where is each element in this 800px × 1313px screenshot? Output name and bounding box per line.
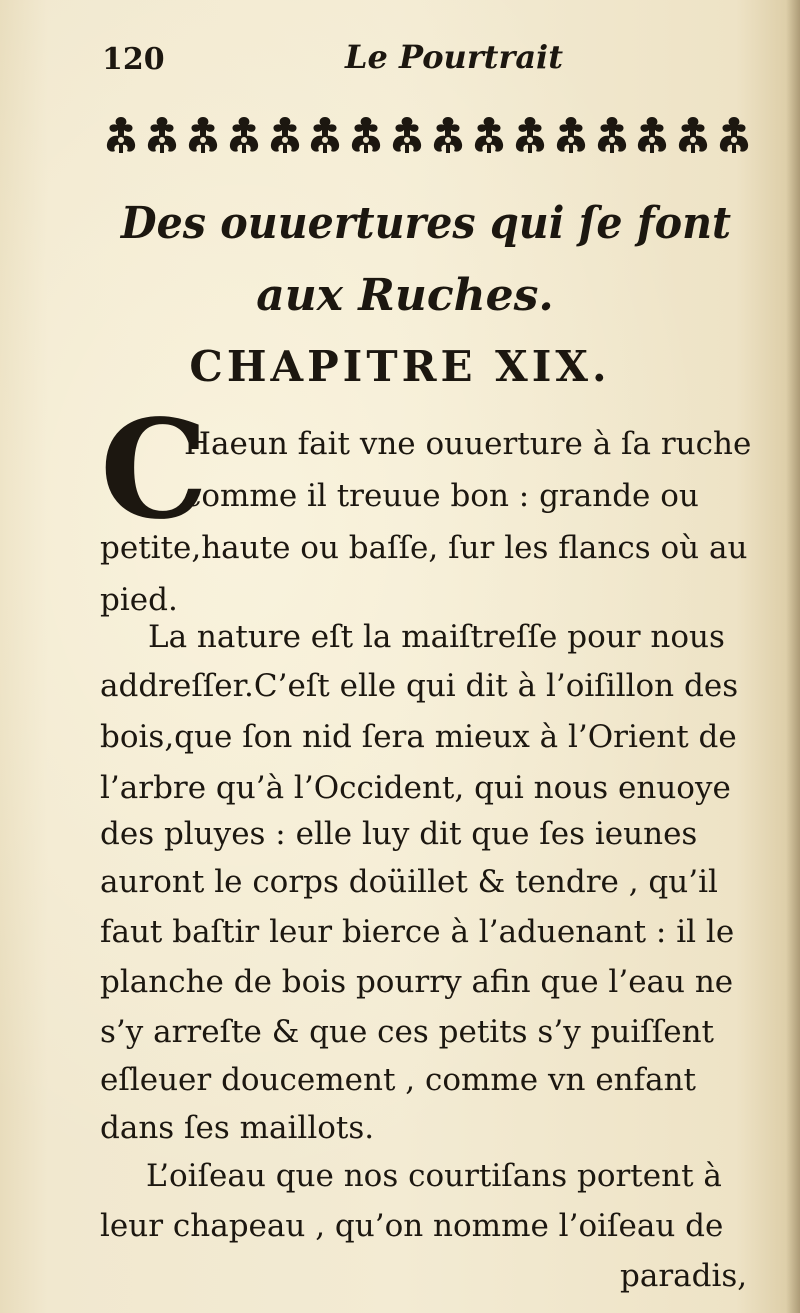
fleuron-ornament-icon	[554, 114, 588, 156]
ornament-band	[104, 112, 760, 158]
text-line: La nature eſt la maiſtreſſe pour nous	[148, 619, 725, 655]
text-line: bois,que ſon nid ſera mieux à l’Orient de	[100, 719, 737, 755]
text-line: L’oiſeau que nos courtiſans portent à	[146, 1158, 722, 1194]
fleuron-ornament-icon	[308, 114, 342, 156]
text-line: addreſſer.C’eſt elle qui dit à l’oiſillon des	[100, 668, 739, 704]
text-line: dans ſes maillots.	[100, 1110, 375, 1146]
section-title-line-2	[100, 260, 710, 332]
fleuron-ornament-icon	[390, 114, 424, 156]
heading-text: CHAPITRE XIX.	[189, 342, 611, 391]
running-head: Le Pourtrait	[345, 38, 563, 76]
section-title-line-1	[100, 188, 732, 260]
catchword: paradis,	[620, 1258, 748, 1294]
text-line: leur chapeau , qu’on nomme l’oiſeau de	[100, 1208, 724, 1244]
fleuron-ornament-icon	[717, 114, 751, 156]
fleuron-ornament-icon	[676, 114, 710, 156]
text-line: s’y arreſte & que ces petits s’y puiſſent	[100, 1014, 715, 1050]
text-line: faut baſtir leur bierce à l’aduenant : il le	[100, 914, 735, 950]
fleuron-ornament-icon	[472, 114, 506, 156]
drop-cap: C	[100, 390, 209, 550]
text-line: eſleuer doucement , comme vn enfant	[100, 1062, 697, 1098]
fleuron-ornament-icon	[349, 114, 383, 156]
text-line: planche de bois pourry afin que l’eau ne	[100, 964, 734, 1000]
text-line: pied.	[100, 582, 178, 618]
fleuron-ornament-icon	[268, 114, 302, 156]
page-edge-shadow	[786, 0, 800, 1313]
fleuron-ornament-icon	[431, 114, 465, 156]
text-line: petite,haute ou baſſe, ſur les flancs où au	[100, 530, 748, 566]
fleuron-ornament-icon	[104, 114, 138, 156]
page-number: 120	[102, 42, 165, 77]
text-line: comme il treuue bon : grande ou	[184, 478, 699, 514]
text-line: l’arbre qu’à l’Occident, qui nous enuoye	[100, 770, 731, 806]
fleuron-ornament-icon	[186, 114, 220, 156]
fleuron-ornament-icon	[227, 114, 261, 156]
heading-text: Des ouuertures qui ſe font	[120, 198, 732, 249]
page-header	[0, 38, 800, 88]
fleuron-ornament-icon	[145, 114, 179, 156]
fleuron-ornament-icon	[635, 114, 669, 156]
chapter-heading	[120, 342, 680, 391]
text-line: Haeun fait vne ouuerture à ſa ruche	[184, 426, 752, 462]
text-line: auront le corps doüillet & tendre , qu’il	[100, 864, 718, 900]
text-line: des pluyes : elle luy dit que ſes ieunes	[100, 816, 698, 852]
fleuron-ornament-icon	[595, 114, 629, 156]
heading-text: aux Ruches.	[256, 270, 554, 321]
fleuron-ornament-icon	[513, 114, 547, 156]
